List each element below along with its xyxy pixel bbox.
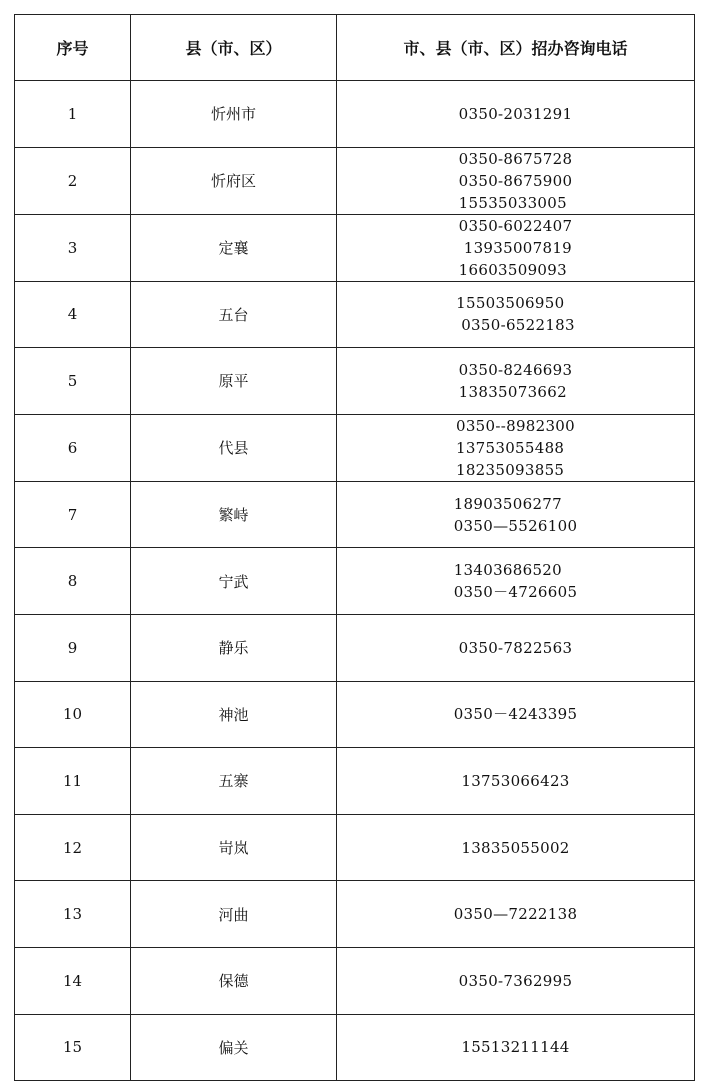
phone-number: 15503506950 <box>456 294 565 313</box>
phone-number: 0350－4243395 <box>453 705 578 724</box>
phone-number: 0350-7822563 <box>458 638 573 657</box>
phone-list <box>461 770 569 792</box>
phone-cell <box>337 814 695 881</box>
table-row <box>15 147 695 214</box>
phone-list <box>459 970 573 992</box>
row-index-cell: 6 <box>15 414 131 481</box>
row-index-cell: 1 <box>15 81 131 148</box>
row-index-cell: 2 <box>15 147 131 214</box>
row-index-cell: 11 <box>15 748 131 815</box>
phone-cell <box>337 214 695 281</box>
phone-cell <box>337 1014 695 1081</box>
county-name-cell: 忻府区 <box>131 147 337 214</box>
phone-number: 0350-6522183 <box>456 316 575 335</box>
phone-cell <box>337 947 695 1014</box>
phone-cell <box>337 481 695 548</box>
row-index-cell: 4 <box>15 281 131 348</box>
table-header-row <box>15 15 695 81</box>
county-name-cell: 五台 <box>131 281 337 348</box>
column-header-county: 县（市、区） <box>131 15 337 81</box>
phone-number: 0350—7222138 <box>453 905 578 924</box>
phone-cell <box>337 414 695 481</box>
row-index-cell: 13 <box>15 881 131 948</box>
county-name-cell: 忻州市 <box>131 81 337 148</box>
phone-list <box>461 837 569 859</box>
phone-list <box>459 215 573 281</box>
county-name-cell: 神池 <box>131 681 337 748</box>
phone-list <box>454 493 578 537</box>
table-row <box>15 681 695 748</box>
table-body <box>15 81 695 1081</box>
table-row <box>15 214 695 281</box>
phone-list <box>454 703 578 725</box>
contact-table <box>14 14 695 1081</box>
phone-list <box>459 637 573 659</box>
phone-number: 0350--8982300 <box>455 416 575 435</box>
row-index-cell: 9 <box>15 614 131 681</box>
table-row <box>15 614 695 681</box>
county-name-cell: 五寨 <box>131 748 337 815</box>
phone-number: 13753066423 <box>461 771 570 790</box>
county-name-cell: 繁峙 <box>131 481 337 548</box>
phone-number: 13753055488 <box>455 438 565 457</box>
row-index-cell: 14 <box>15 947 131 1014</box>
table-row <box>15 748 695 815</box>
phone-number: 0350－4726605 <box>453 583 578 602</box>
phone-list <box>454 559 578 603</box>
phone-number: 13835073662 <box>458 382 567 401</box>
phone-number: 18235093855 <box>455 460 565 479</box>
column-header-index: 序号 <box>15 15 131 81</box>
phone-list <box>459 103 573 125</box>
table-row <box>15 348 695 415</box>
county-name-cell: 偏关 <box>131 1014 337 1081</box>
phone-cell <box>337 881 695 948</box>
phone-number: 0350-8675728 <box>458 149 573 168</box>
phone-cell <box>337 548 695 615</box>
county-name-cell: 原平 <box>131 348 337 415</box>
table-row <box>15 814 695 881</box>
phone-list <box>459 359 573 403</box>
county-name-cell: 岢岚 <box>131 814 337 881</box>
table-row <box>15 548 695 615</box>
phone-cell <box>337 348 695 415</box>
county-name-cell: 定襄 <box>131 214 337 281</box>
table-row <box>15 281 695 348</box>
phone-number: 18903506277 <box>453 494 562 513</box>
column-header-phone: 市、县（市、区）招办咨询电话 <box>337 15 695 81</box>
phone-number: 0350-6022407 <box>458 216 573 235</box>
phone-number: 13403686520 <box>453 561 562 580</box>
table-row <box>15 1014 695 1081</box>
county-name-cell: 保德 <box>131 947 337 1014</box>
row-index-cell: 5 <box>15 348 131 415</box>
row-index-cell: 12 <box>15 814 131 881</box>
county-name-cell: 静乐 <box>131 614 337 681</box>
row-index-cell: 10 <box>15 681 131 748</box>
phone-list <box>461 1036 569 1058</box>
phone-list <box>456 292 575 336</box>
phone-list <box>459 148 573 214</box>
phone-number: 13835055002 <box>461 838 570 857</box>
phone-cell <box>337 681 695 748</box>
table-row <box>15 947 695 1014</box>
phone-number: 0350-2031291 <box>458 104 573 123</box>
phone-cell <box>337 748 695 815</box>
county-name-cell: 河曲 <box>131 881 337 948</box>
phone-cell <box>337 281 695 348</box>
row-index-cell: 3 <box>15 214 131 281</box>
table-row <box>15 881 695 948</box>
phone-number: 0350-8246693 <box>458 360 573 379</box>
phone-number: 15513211144 <box>461 1038 570 1057</box>
row-index-cell: 8 <box>15 548 131 615</box>
county-name-cell: 宁武 <box>131 548 337 615</box>
table-row <box>15 481 695 548</box>
phone-list <box>454 903 578 925</box>
county-name-cell: 代县 <box>131 414 337 481</box>
phone-number: 16603509093 <box>458 260 567 279</box>
row-index-cell: 7 <box>15 481 131 548</box>
phone-number: 0350-8675900 <box>458 171 573 190</box>
phone-number: 0350—5526100 <box>453 516 578 535</box>
phone-number: 13935007819 <box>458 238 573 257</box>
row-index-cell: 15 <box>15 1014 131 1081</box>
phone-number: 0350-7362995 <box>458 971 573 990</box>
phone-cell <box>337 614 695 681</box>
phone-cell <box>337 81 695 148</box>
table-row <box>15 414 695 481</box>
phone-list <box>456 415 575 481</box>
table-row <box>15 81 695 148</box>
phone-number: 15535033005 <box>458 193 567 212</box>
phone-cell <box>337 147 695 214</box>
